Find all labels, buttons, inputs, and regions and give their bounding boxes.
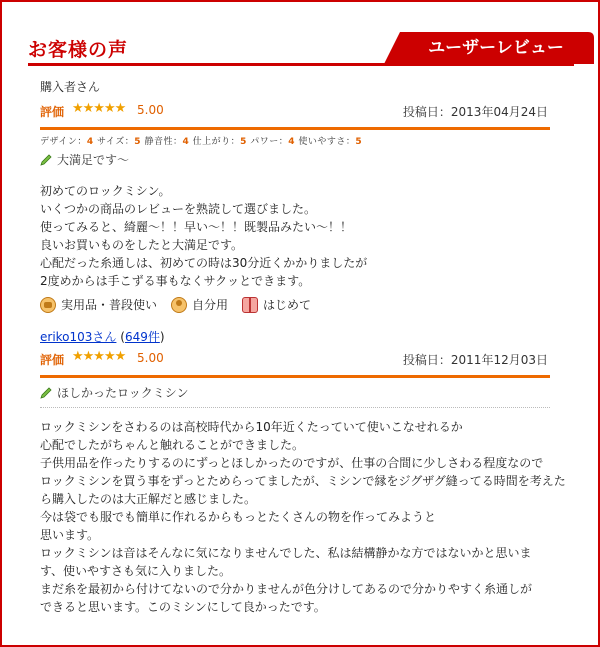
review-subject-text: ほしかったロックミシン (57, 386, 189, 400)
tag-label: 自分用 (192, 298, 229, 312)
reviewer-name-link[interactable]: eriko103さん (40, 330, 117, 344)
tag-usage (40, 296, 157, 313)
review-divider (40, 375, 550, 378)
review-item (40, 328, 566, 616)
review-body-line: 心配だった糸通しは、初めての時は30分近くかかりましたが (40, 256, 368, 270)
review-body-line: 良いお買いものをしたと大満足です。 (40, 238, 244, 252)
detail-label: 仕上がり： (192, 137, 241, 147)
hand-icon (40, 297, 56, 313)
page-title: お客様の声 (28, 39, 129, 61)
person-icon (171, 297, 187, 313)
review-body-line: ロックミシンは音はそんなに気になりませんでした、私は結構静かな方ではないかと思いま (40, 546, 532, 560)
pencil-icon (40, 154, 52, 166)
detail-value: 4 (182, 137, 190, 147)
reviewer-info: eriko103さん (649件) (40, 330, 165, 344)
rating-score: 5.00 (137, 351, 164, 365)
tag-frequency (242, 296, 311, 313)
reviewer-name: 購入者さん (40, 80, 101, 94)
star-rating-icon: ★★★★★ (72, 101, 126, 116)
review-body-line: 心配でしたがちゃんと触れることができました。 (40, 438, 305, 452)
rating-label: 評価 (40, 105, 65, 119)
header-divider (28, 63, 574, 66)
detail-label: 静音性： (144, 137, 183, 147)
review-body (40, 182, 550, 290)
header (2, 2, 598, 72)
review-body-line: 子供用品を作ったりするのにずっとほしかったのですが、仕事の合間に少しさわる程度なので (40, 456, 544, 470)
pencil-icon (40, 387, 52, 399)
rating-score: 5.00 (137, 103, 164, 117)
detail-value: 5 (134, 137, 142, 147)
review-body-line: す、使いやすさも気に入りました。 (40, 564, 232, 578)
gift-icon (242, 297, 258, 313)
detail-label: デザイン： (40, 137, 87, 147)
detail-label: 使いやすさ： (298, 137, 356, 147)
review-tags (40, 296, 550, 313)
review-body-line: 初めてのロックミシン。 (40, 184, 171, 198)
review-subject-text: 大満足です〜 (57, 153, 130, 167)
review-body-line: ら購入したのは大正解だと感じました。 (40, 492, 257, 506)
review-body-line: できると思います。このミシンにして良かったです。 (40, 600, 326, 614)
rating-row (40, 349, 550, 369)
review-body (40, 418, 566, 616)
reviewer-count-link[interactable]: 649件 (124, 330, 160, 344)
review-body-line: ロックミシンをさわるのは高校時代から10年近くたっていて使いこなせれるか (40, 420, 463, 434)
review-body-line: 使ってみると、綺麗〜！！早い〜！！既製品みたい〜！！ (40, 220, 353, 234)
detail-ratings (40, 134, 550, 147)
detail-label: サイズ： (97, 137, 135, 147)
subject-divider (40, 407, 550, 408)
review-subject (40, 151, 550, 168)
review-body-line: まだ糸を最初から付けてないので分かりませんが色分けしてあるので分かりやすく糸通しが (40, 582, 533, 596)
review-body-line: ロックミシンを買う事をずっとためらってましたが、ミシンで縁をジグザグ縫ってる時間を考えた (40, 474, 566, 488)
tag-label: はじめて (263, 298, 312, 312)
user-review-tab-label: ユーザーレビュー (428, 38, 564, 58)
post-date: 投稿日：2011年12月03日 (402, 353, 548, 367)
star-rating-icon: ★★★★★ (72, 349, 126, 364)
user-review-tab (384, 32, 594, 64)
review-body-line: 2度めからは手こずる事もなくサクッとできます。 (40, 274, 311, 288)
review-body-line: 今は袋でも服でも簡単に作れるからもっとたくさんの物を作ってみようと (40, 510, 437, 524)
tag-recipient (171, 296, 228, 313)
review-divider (40, 127, 550, 130)
detail-value: 4 (288, 137, 296, 147)
review-body-line: 思います。 (40, 528, 100, 542)
detail-value: 5 (355, 137, 363, 147)
rating-label: 評価 (40, 353, 65, 367)
detail-value: 4 (86, 137, 94, 147)
tag-label: 実用品・普段使い (61, 298, 158, 312)
detail-value: 5 (240, 137, 247, 147)
review-item (40, 78, 550, 313)
rating-row (40, 101, 550, 121)
review-body-line: いくつかの商品のレビューを熟読して選びました。 (40, 202, 317, 216)
detail-label: パワー： (250, 137, 289, 147)
post-date: 投稿日：2013年04月24日 (402, 105, 548, 119)
review-subject (40, 384, 550, 401)
